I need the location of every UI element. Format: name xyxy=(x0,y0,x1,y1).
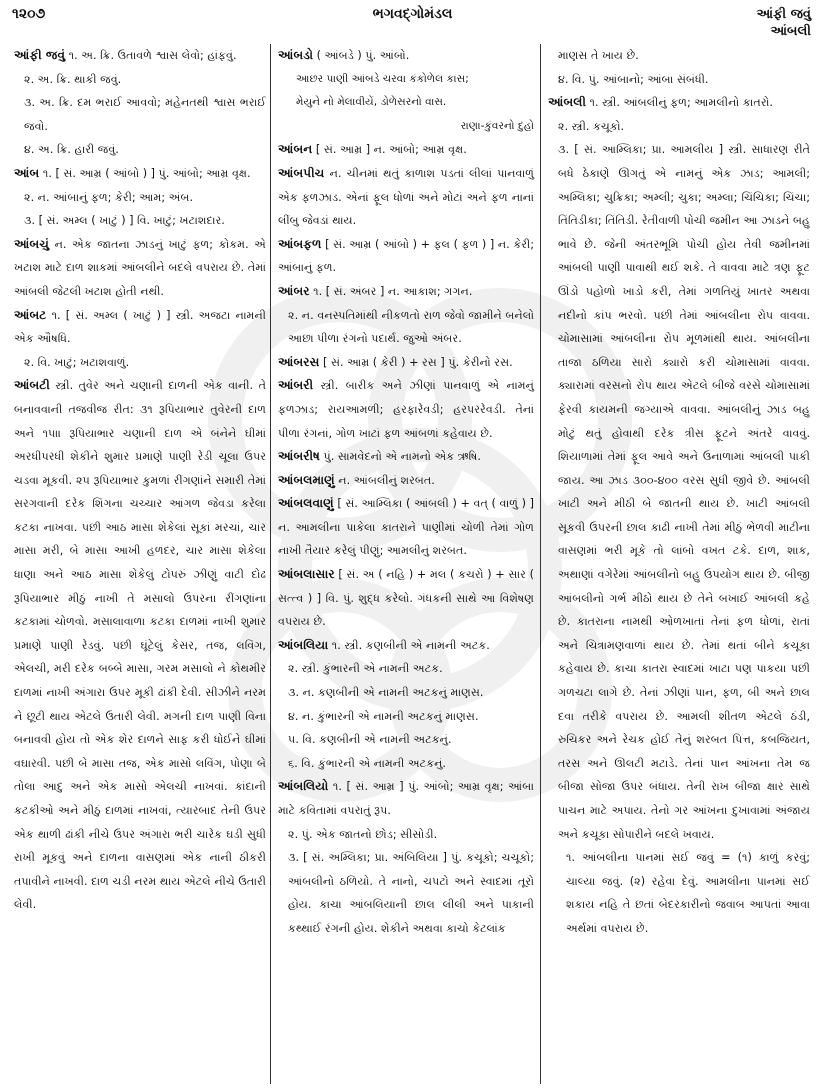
headword: આંબલાસાર xyxy=(278,567,335,582)
sense-item: ૩. [ સં. અમ્લ ( ખાટું ) ] વિ. ખાટું; ખટાશદાર. xyxy=(24,214,225,228)
sense-item: ૨. વિ. ખાટું; ખટાશવાળું. xyxy=(24,355,130,369)
sense-item: ૪. અ. ક્રિ. હારી જવું. xyxy=(24,143,119,157)
dictionary-entry xyxy=(278,280,534,304)
definition: ન. આંબલીનું શરબત. xyxy=(334,473,435,487)
sense-item: ૪. વિ. પું. આંબાનો; આંબા સંબંધી. xyxy=(558,72,709,86)
dictionary-entry xyxy=(14,304,266,351)
dictionary-entry xyxy=(278,492,534,563)
sense-item: ૬. વિ. કુંભારની એ નામની અટકનું. xyxy=(288,756,446,770)
dictionary-entry xyxy=(278,469,534,493)
guide-word-first: આંફી જવું xyxy=(756,7,811,22)
sense-item: ૨. ન. આંબાનું ફળ; કેરી; આમ; અંબ. xyxy=(24,190,194,204)
definition: ( આંબડે ) પું. આંબો. xyxy=(313,49,410,62)
dictionary-entry xyxy=(278,138,534,162)
definition: [ સં. આમ્લિકા ( આંબલી ) + વત્ ( વાળું ) ] ન. આમલીના પાકેલા કાતરાને પાણીમાં ચોળી તેમાં ગોળ નાખી તૈયાર કરેલું પીણું; આમલીનું શરબત. xyxy=(278,497,534,558)
definition: ૧. [ સં. અંબર ] ન. આકાશ; ગગન. xyxy=(309,284,473,298)
column-divider xyxy=(270,44,271,1084)
column-2 xyxy=(278,44,534,941)
headword: આંબટ xyxy=(14,307,47,322)
definition: [ સં. અ ( નહિ ) + મલ ( કચરો ) + સાર ( સત્ત્વ ) ] વિ. પું. શુદ્ધ કરેલો. ગંધકની સાથે આ વિશેષણ વપરાય છે. xyxy=(278,568,534,629)
dictionary-entry xyxy=(14,233,266,304)
definition: [ સં. આમ્ર ( કેરી ) + રસ ] પું. કેરીનો રસ. xyxy=(319,355,513,369)
dictionary-entry xyxy=(278,351,534,375)
dictionary-entry xyxy=(14,374,266,917)
sense-item: ૨. અ. ક્રિ. થાકી જવું. xyxy=(24,72,122,86)
dictionary-entry xyxy=(278,775,534,822)
definition: ૧. [ સં. અમ્લ ( ખાટું ) ] સ્ત્રી. અજટા નામની એક ઔષધિ. xyxy=(14,308,266,346)
headword: આંબલી xyxy=(548,95,586,110)
page-header xyxy=(0,0,825,44)
headword: આંબપીચ xyxy=(278,165,325,180)
definition: [ સં. આમ્ર ( આંબો ) + ફલ ( ફળ ) ] ન. કેરી; આંબાનું ફળ. xyxy=(278,237,534,275)
verse-line: આછર પાણી આંબડે ચરવા કંકોળેલ કાસ; xyxy=(296,72,469,85)
headword: આંબર xyxy=(278,283,310,298)
definition: ન. એક જાતના ઝાડનું ખાટું ફળ; કોકમ. એ ખટાશ માટે દાળ શાકમાં આંબલીને બદલે વપરાય છે. તેમાં આંબલી જેટલી ખટાશ હોતી નથી. xyxy=(14,237,266,298)
headword: આંબરસ xyxy=(278,354,320,369)
continued-text: માણસ તે ખાય છે. xyxy=(558,49,639,62)
dictionary-entry xyxy=(14,44,266,68)
headword: આંબ xyxy=(14,165,40,180)
sense-item: ૨. સ્ત્રી. કુંભારની એ નામની અટક. xyxy=(288,662,443,676)
headword: આંબલવાણું xyxy=(278,496,334,511)
definition: [ સં. આમ્ર ] ન. આંબો; આમ્ર વૃક્ષ. xyxy=(312,143,467,157)
dictionary-entry xyxy=(278,162,534,233)
headword: આંબડો xyxy=(278,48,314,62)
definition: ૧. [ સં. આમ્ર ( આંબો ) ] પું. આંબો; આમ્ર વૃક્ષ. xyxy=(39,166,251,180)
dictionary-entry xyxy=(278,374,534,445)
sense-item: ૨. પું. એક જાતનો છોડ; સીસોડી. xyxy=(288,827,438,841)
definition: સ્ત્રી. તુવેર અને ચણાની દાળની એક વાની. તે બનાવવાની તજવીજ રીત: ૩૧ રૂપિયાભાર તુવેરની દાળ અને ૧૫ાા રૂપિયાભાર ચણાની દાળ એ બંનેને ઘીમાં અરધીપરધી શેકીને શુમાર પ્રમાણે પાણી રેડી ચૂલા ઉપર ચડવા મૂકવી. ૨૫ રૂપિયાભાર કુમળાં રીંગણાંને સમારી તેમાં સરગવાની દરેક શિંગના ચચ્ચાર આંગળ જેવડા કરેલા કટકા નાખવા. પછી આઠ માસા શેકેલાં સૂકાં મરચાં, ચાર માસા મરી, બે માસા આખી હળદર, ચાર માસા શેકેલા ધાણા અને આઠ માસા શેકેલું ટોપરું ઝીણું વાટી દોઢ રૂપિયાભાર મીઠું નાખી તે મસાલો ઉપરના રીંગણાંના કટકામાં ચોળવો. મસાલાવાળા કટકા દાળમાં નાખી શુમાર પ્રમાણે પાણી રેડવું. પછી ઘૂંટેલું કેસર, તજ, લવિંગ, એલચી, મરી દરેક બબ્બે માસા, ગરમ મસાલો ને કોથમીર દાળમાં નાખી અંગારા ઉપર મૂકી ઢાંકી દેવી. સીઝીને નરમ ને છૂટી થાય એટલે ઉતારી લેવી. મગની દાળ પાણી વિના બનાવવી હોય તો એક શેર દાળને સાફ કરી ધોઈને ઘીમાં વઘારવી. પછી બે માસા તજ, એક માસો લવિંગ, પોણા બે તોલા આદુ અને એક માસો એલચી નાખવાં. કાંદાની કટકીઓ અને મીઠું દાળમાં નાખવાં, ત્યારબાદ તેની ઉપર એક થાળી ઢાંકી નીચે ઉપર અંગારા ભરી ચારેક ઘડી સુધી રાખી મૂકવું અને દાળના વાસણમાં એક નાની ઠીકરી તપાવીને નાખવી. દાળ ચડી નરમ થાય એટલે નીચે ઉતારી લેવી. xyxy=(14,379,266,912)
sense-item: ૫. વિ. કણબીની એ નામની અટકનું. xyxy=(288,733,452,747)
headword: આંબચું xyxy=(14,236,50,251)
definition: ૧. [ સં. આમ્ર ] પું. આંબો; આમ્ર વૃક્ષ; આંબા માટે કવિતામાં વપરાતું રૂપ. xyxy=(278,780,534,817)
guide-words xyxy=(757,6,811,40)
definition: ન. ચીનમાં થતું કાળાશ પડતાં લીલાં પાનવાળું એક ફળઝાડ. એનાં ફૂલ ધોળાં અને મોટાં અને ફળ નાનાં લીંબુ જેવડાં થાય. xyxy=(278,166,534,228)
sense-item: ૨. સ્ત્રી. કચૂકો. xyxy=(558,119,625,133)
headword: આંબટી xyxy=(14,378,50,393)
headword: આંબરી xyxy=(278,378,314,393)
sense-item: ૩. [ સં. અમ્લિકા; પ્રા. અંબિલિયા ] પું. કચૂકો; ચચૂકો; આંબલીનો ઠળિયો. તે નાનો, ચપટો અને સ્વાદમાં તૂરો હોય. કાચા આંબલિયાની છાલ લીલી અને પાકાની કથ્થાઈ રંગની હોય. શેકીને અથવા કાચો કેટલાંક xyxy=(288,851,534,935)
headword: આંબલિયા xyxy=(278,637,329,652)
headword: આંબલિયો xyxy=(278,779,329,794)
sense-item: ૨. ન. વનસ્પતિમાંથી નીકળતો રાળ જેવો જામીને બનેલો આછા પીળા રંગનો પદાર્થ. જુઓ અંબર. xyxy=(288,308,534,346)
dictionary-entry xyxy=(278,44,534,68)
dictionary-entry xyxy=(548,91,810,115)
headword: આંબફળ xyxy=(278,236,322,251)
dictionary-entry xyxy=(278,233,534,280)
book-title: ભગવદ્ગોમંડલ xyxy=(372,6,453,22)
headword: આંબલમાણું xyxy=(278,472,335,487)
headword: આંબન xyxy=(278,142,313,157)
dictionary-entry xyxy=(278,445,534,469)
dictionary-entry xyxy=(14,162,266,186)
definition: ૧. સ્ત્રી. કણબીની એ નામની અટક. xyxy=(328,638,490,652)
sense-item: ૩. [ સં. આમ્લિકા; પ્રા. આમલીય ] સ્ત્રી. સાધારણ રીતે બધે ઠેકાણે ઊગતું એ નામનું એક ઝાડ; આમલી; અમ્લિકા; ચુક્રિકા; અમ્લી; ચુકા; અમ્લા; ચિંચિકા; ચિંચા; તિંતિડીકા; તિંતિડી. રેતીવાળી પોચી જમીન આ ઝાડને બહુ ભાવે છે. જેની અંતરભૂમિ પોચી હોય તેવી જમીનમાં આંબલી પાણી પાવાથી થઈ શકે. તે વાવવા માટે ત્રણ ફૂટ ઊંડો પહોળો ખાડો કરી, તેમાં ગળતિયું ખાતર અથવા નદીનો કાંપ ભરવો. પછી તેમાં આંબલીના રોપ વાવવા. ચોમાસામાં આંબલીના રોપ મૂળમાંથી થાય. આંબલીના તાજા ઠળિયા સારો ક્યારો કરી ચોમાસામાં વાવવા. ક્યારામાં વરસનો રોપ થાય એટલે બીજે વરસે ચોમાસામાં ફેરવી કાયમની જગ્યાએ વાવવા. આંબલીનું ઝાડ બહુ મોટું થતું હોવાથી દરેક ત્રીસ ફૂટને અંતરે વાવવું. શિયાળામાં તેમાં ફૂલ આવે અને ઉનાળામાં આંબલી પાકી જાય. આ ઝાડ ૩૦૦-૪૦૦ વરસ સુધી જીવે છે. આંબલી ખાટી અને મીઠી બે જાતની થાય છે. ખાટી આંબલી સૂકવી ઉપરની છાલ કાઢી નાખી તેમાં મીઠું ભેળવી માટીના વાસણમાં ભરી મૂકે તો લાંબો વખત ટકે. દાળ, શાક, અથાણાં વગેરેમાં આંબલીનો બહુ ઉપયોગ થાય છે. બીજી આંબલીનો ગર્ભ મીઠો થાય છે તેને બખાઈ આંબલી કહે છે. કાતરાના નામથી ઓળખાતાં તેનાં ફળ ધોળાં, રાતાં અને ચિત્રામણવાળાં થાય છે. તેમાં થતાં બીને કચૂકા કહેવાય છે. કાચા કાતરા સ્વાદમાં ખાટા પણ પાકયા પછી ગળચટા લાગે છે. તેનાં ઝીણાં પાન, ફળ, બી અને છાલ દવા તરીકે વપરાય છે. આમલી શીતળ એટલે ઠંડી, રુચિકર અને રેચક હોઈ તેનું શરબત પિત્ત, કબજિયત, તરસ અને ઊલટી મટાડે. તેનાં પાન આંખના તેમ જ બીજા સોજા ઉપર બંધાય. તેની રાખ બીજા ક્ષાર સાથે પાચન માટે અપાય. તેનો ગર આંખના દુખાવામાં અંજાય અને કચૂકા સોપારીને બદલે ખવાય. xyxy=(558,143,810,841)
column-divider xyxy=(540,44,541,1084)
column-3 xyxy=(548,44,810,941)
column-1 xyxy=(14,44,266,917)
sense-item: ૩. ન. કણબીની એ નામની અટકનું માણસ. xyxy=(288,686,484,700)
definition: ૧. અ. ક્રિ. ઉતાવળે શ્વાસ લેવો; હાંફવું. xyxy=(65,49,237,62)
verse-source: રાણા-કુંવરનો દુહો xyxy=(460,119,534,132)
headword: આંબરીષ xyxy=(278,449,320,464)
verse-line: મેયુને નો મેલાવીયેં, ડોળેસરનો વાસ. xyxy=(296,96,447,109)
sense-item: ૩. અ. ક્રિ. દમ ભરાઈ આવવો; મહેનતથી શ્વાસ ભરાઈ જવો. xyxy=(24,96,266,133)
definition: સ્ત્રી. બારીક અને ઝીણાં પાનવાળું એ નામનું ફળઝાડ; રાયઆમળી; હરફારેવડી; હરપરરેવડી. તેનાં પીળા રંગનાં, ગોળ ખાટાં ફળ આંબળાં કહેવાય છે. xyxy=(278,379,534,440)
guide-word-last: આંબલી xyxy=(770,24,811,39)
definition: પું. સામવેદનો એ નામનો એક ઋષિ. xyxy=(319,450,481,464)
definition: ૧. સ્ત્રી. આંબલીનું ફળ; આમલીનો કાતરો. xyxy=(586,96,773,110)
idiom-entry: ૧. આંબલીના પાનમાં સઈ જવું = (૧) કાળું કરવું; ચાલ્યા જવું. (૨) રહેવા દેવું. આમલીના પાનમાં સઈ શકાય નહિ તે છતાં બેદરકારીનો જવાબ આપતાં આવા અર્થમાં વપરાય છે. xyxy=(566,851,810,935)
dictionary-entry xyxy=(278,563,534,634)
dictionary-entry xyxy=(278,634,534,658)
sense-item: ૪. ન. કુંભારની એ નામની અટકનું માણસ. xyxy=(288,709,479,723)
page-number: ૧૨૦૭ xyxy=(12,6,46,22)
headword: આંફી જવું xyxy=(14,48,66,62)
